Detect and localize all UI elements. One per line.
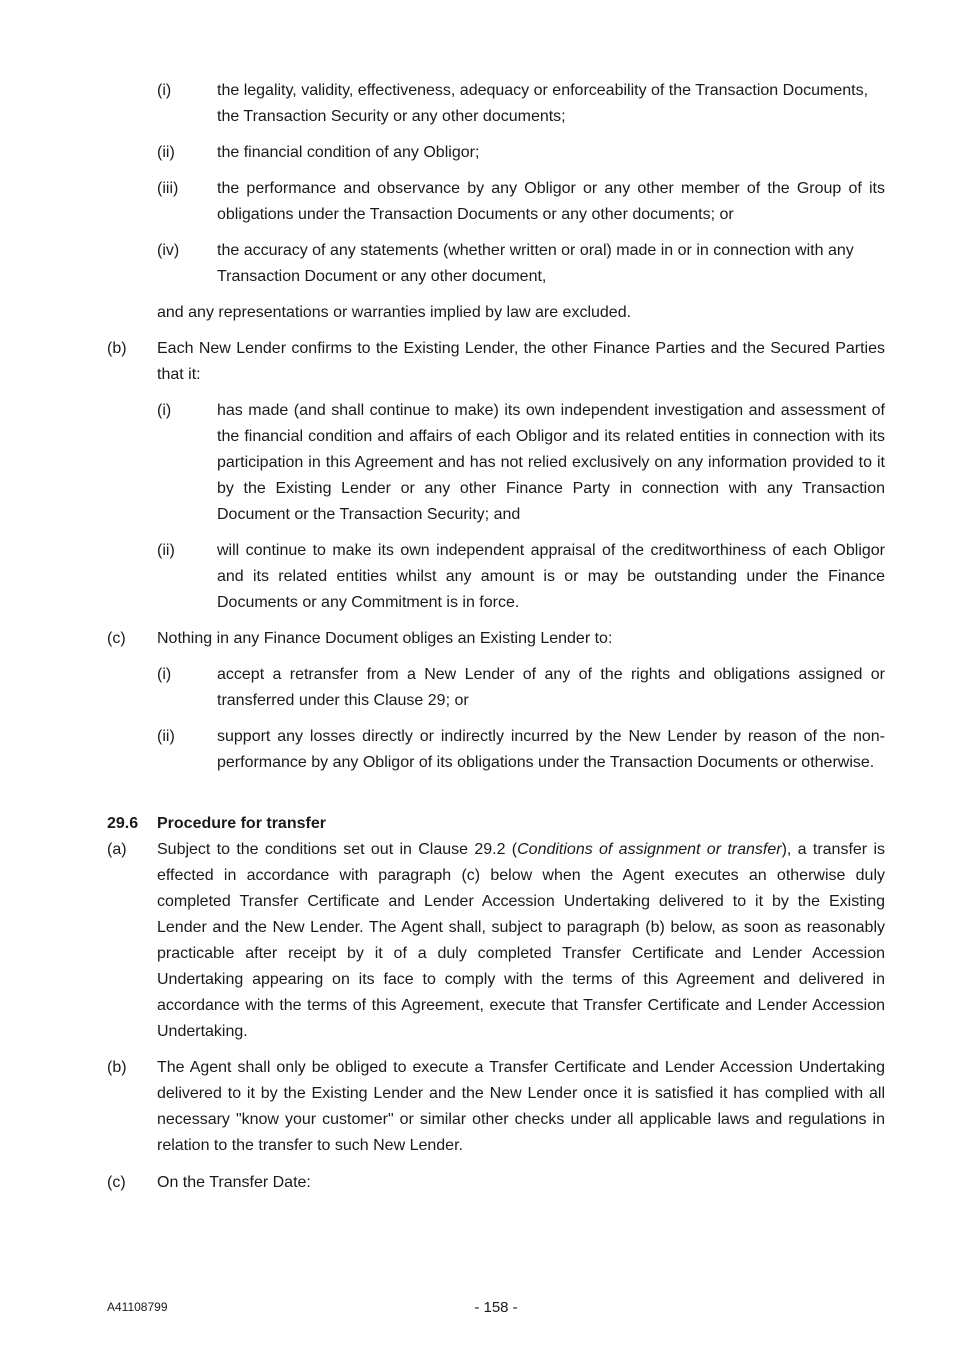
list-item-text: On the Transfer Date: xyxy=(157,1174,311,1191)
section-title: Procedure for transfer xyxy=(157,815,326,832)
list-item-text: the performance and observance by any Obligor or any other member of the Group of its obligations under the Transaction Documents or any other documents; or xyxy=(217,180,885,223)
clause-reference: Conditions of assignment or transfer xyxy=(517,841,782,858)
text-segment: ), a transfer is effected in accordance with paragraph (c) below when the Agent executes an otherwise duly completed Transfer Certificate and Lender Accession Undertaking delivered to it by the Existing Lender and the New Lender. The Agent shall, subject to paragraph (b) below, as soon as reasonably practicable after receipt by it of a duly completed Transfer Certificate and Lender Accession Undertaking appearing on its face to comply with the terms of this Agreement and delivered in accordance with the terms of this Agreement, execute that Transfer Certificate and Lender Accession Undertaking. xyxy=(157,841,885,1040)
list-label: (a) xyxy=(107,841,127,858)
list-label: (ii) xyxy=(157,144,175,161)
list-label: (iii) xyxy=(157,180,179,197)
list-item-text: has made (and shall continue to make) its own independent investigation and assessment of the financial condition and affairs of each Obligor and its related entities in connection with its participation in this Agreement and has not relied exclusively on any information provided to it by the Existing Lender or any other Finance Party in connection with any Transaction Document or the Transaction Security; and xyxy=(217,402,885,523)
list-item-text: will continue to make its own independent appraisal of the creditworthiness of each Obligor and its related entities whilst any amount is or may be outstanding under the Finance Documents or any Commitment is in force. xyxy=(217,542,885,611)
list-label: (i) xyxy=(157,666,172,683)
document-reference: A41108799 xyxy=(107,1300,168,1314)
list-item-text: The Agent shall only be obliged to execute a Transfer Certificate and Lender Accession Undertaking delivered to it by the Existing Lender and the New Lender once it is satisfied it has complied with all necessary "know your customer" or similar other checks under all applicable laws and regulations in relation to the transfer to such New Lender. xyxy=(157,1059,885,1154)
list-label: (i) xyxy=(157,82,172,99)
list-label: (iv) xyxy=(157,242,180,259)
list-item-text: Nothing in any Finance Document obliges an Existing Lender to: xyxy=(157,630,613,647)
list-item-text: the accuracy of any statements (whether written or oral) made in or in connection with any Transaction Document or any other document, xyxy=(217,242,854,285)
list-label: (ii) xyxy=(157,542,175,559)
list-item-text xyxy=(157,837,885,1045)
list-label: (ii) xyxy=(157,728,175,745)
list-item-text: accept a retransfer from a New Lender of any of the rights and obligations assigned or transferred under this Clause 29; or xyxy=(217,666,885,709)
list-label: (c) xyxy=(107,630,126,647)
list-item-text: Each New Lender confirms to the Existing Lender, the other Finance Parties and the Secured Parties that it: xyxy=(157,340,885,383)
page-number: - 158 - xyxy=(474,1299,518,1316)
list-item-text: the financial condition of any Obligor; xyxy=(217,144,480,161)
list-item-text: support any losses directly or indirectly incurred by the New Lender by reason of the non-performance by any Obligor of its obligations under the Transaction Documents or otherwise. xyxy=(217,728,885,771)
paragraph-text: and any representations or warranties implied by law are excluded. xyxy=(157,304,632,321)
list-label: (i) xyxy=(157,402,172,419)
list-label: (b) xyxy=(107,1059,127,1076)
list-label: (c) xyxy=(107,1174,126,1191)
list-item-text: the legality, validity, effectiveness, adequacy or enforceability of the Transaction Documents, the Transaction Security or any other documents; xyxy=(217,82,869,125)
text-segment: Subject to the conditions set out in Clause 29.2 ( xyxy=(157,841,518,858)
section-number: 29.6 xyxy=(107,815,139,832)
list-label: (b) xyxy=(107,340,127,357)
